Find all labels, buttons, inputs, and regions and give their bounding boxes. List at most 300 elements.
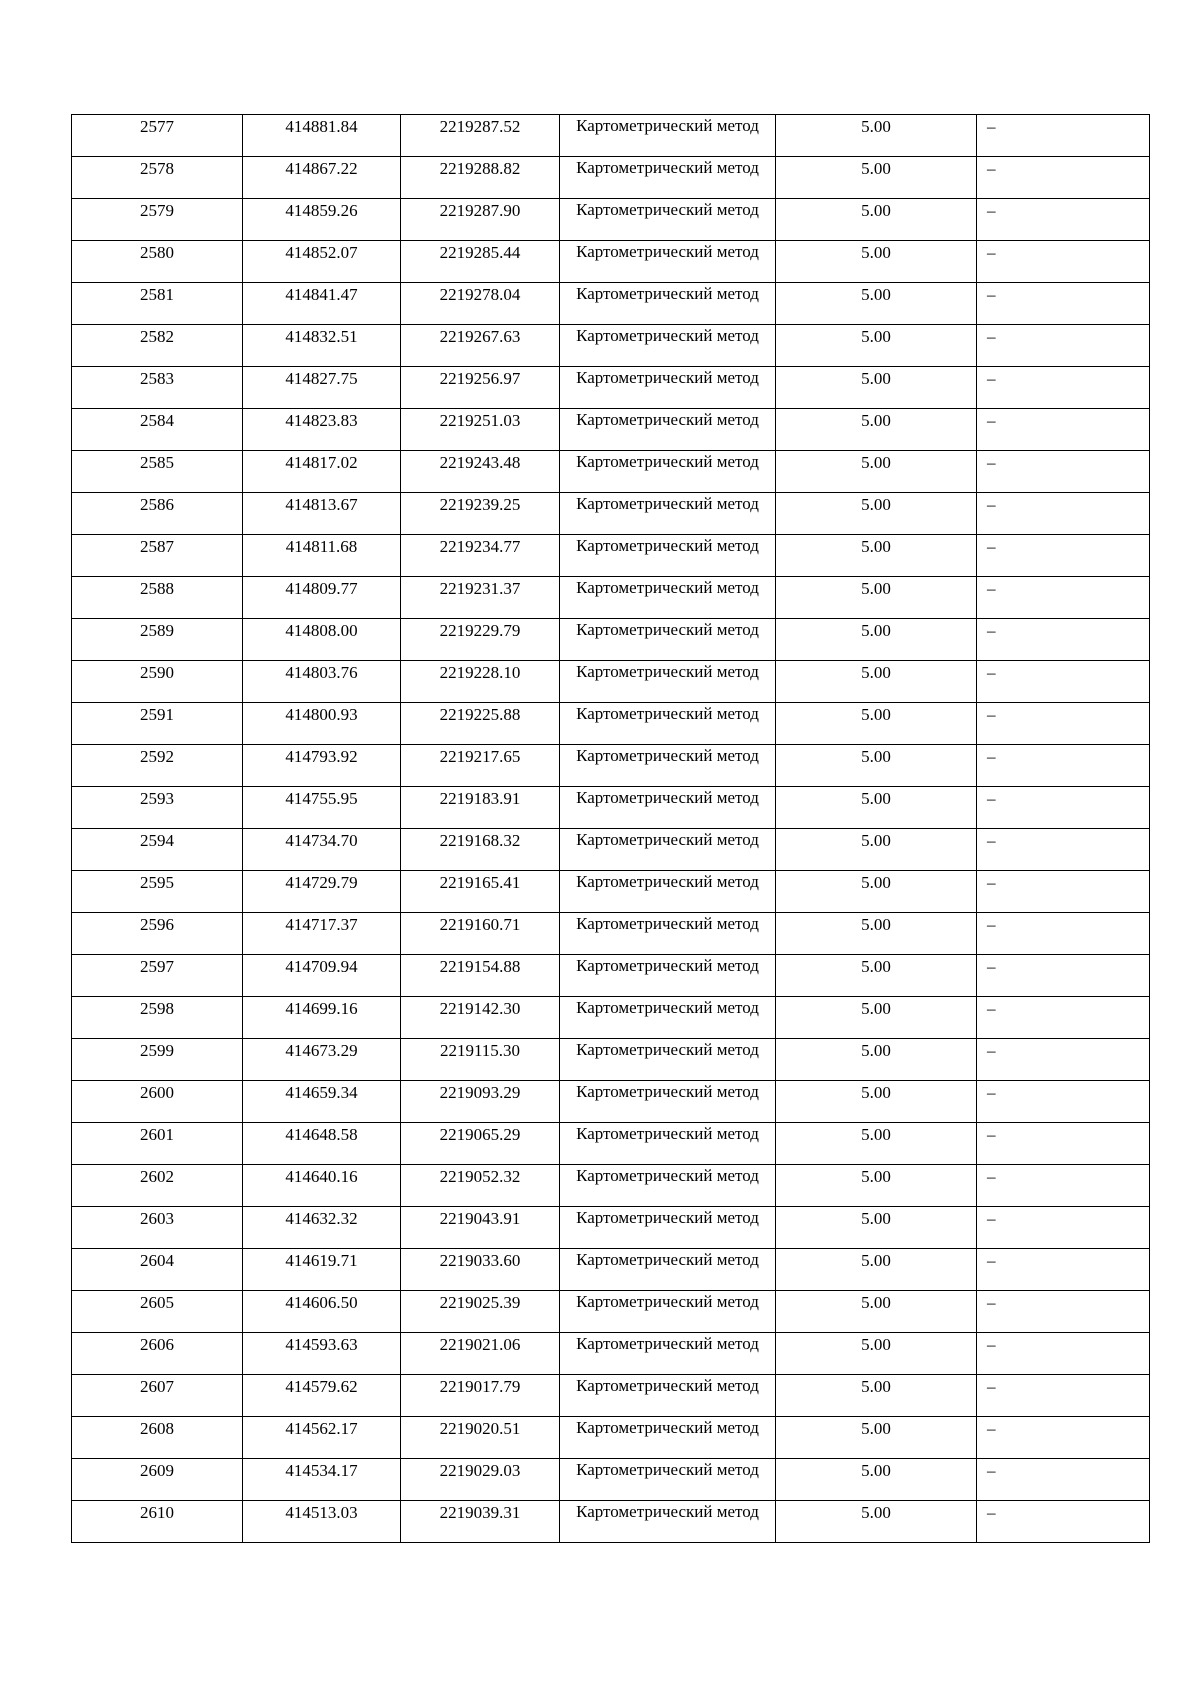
point-number-text: 2596 bbox=[140, 915, 174, 934]
accuracy-cell bbox=[776, 577, 977, 619]
method-text: Картометрический метод bbox=[576, 830, 759, 849]
method-cell bbox=[560, 1207, 776, 1249]
accuracy-cell bbox=[776, 157, 977, 199]
method-text: Картометрический метод bbox=[576, 200, 759, 219]
y-coordinate-text: 2219278.04 bbox=[439, 285, 521, 304]
x-coordinate-cell bbox=[243, 577, 401, 619]
y-coordinate-text: 2219225.88 bbox=[439, 705, 521, 724]
table-row bbox=[72, 1501, 1150, 1543]
table-row bbox=[72, 1249, 1150, 1291]
note-text: – bbox=[987, 159, 996, 178]
note-cell bbox=[977, 955, 1150, 997]
point-number-text: 2580 bbox=[140, 243, 174, 262]
point-number-cell bbox=[72, 871, 243, 913]
table-row bbox=[72, 115, 1150, 157]
y-coordinate-text: 2219052.32 bbox=[439, 1167, 521, 1186]
note-cell bbox=[977, 829, 1150, 871]
y-coordinate-cell bbox=[401, 241, 560, 283]
x-coordinate-text: 414513.03 bbox=[285, 1503, 358, 1522]
note-cell bbox=[977, 661, 1150, 703]
point-number-cell bbox=[72, 1123, 243, 1165]
point-number-cell bbox=[72, 955, 243, 997]
table-row bbox=[72, 829, 1150, 871]
y-coordinate-cell bbox=[401, 1039, 560, 1081]
note-text: – bbox=[987, 1419, 996, 1438]
note-text: – bbox=[987, 789, 996, 808]
x-coordinate-text: 414827.75 bbox=[285, 369, 358, 388]
accuracy-text: 5.00 bbox=[861, 789, 891, 808]
note-cell bbox=[977, 619, 1150, 661]
y-coordinate-cell bbox=[401, 1249, 560, 1291]
table-row bbox=[72, 535, 1150, 577]
point-number-cell bbox=[72, 829, 243, 871]
accuracy-text: 5.00 bbox=[861, 285, 891, 304]
note-cell bbox=[977, 283, 1150, 325]
table-row bbox=[72, 703, 1150, 745]
note-cell bbox=[977, 1291, 1150, 1333]
accuracy-text: 5.00 bbox=[861, 1293, 891, 1312]
point-number-text: 2597 bbox=[140, 957, 174, 976]
note-cell bbox=[977, 1459, 1150, 1501]
table-row bbox=[72, 661, 1150, 703]
x-coordinate-text: 414579.62 bbox=[285, 1377, 358, 1396]
x-coordinate-text: 414811.68 bbox=[285, 537, 358, 556]
y-coordinate-cell bbox=[401, 1375, 560, 1417]
y-coordinate-cell bbox=[401, 1333, 560, 1375]
method-text: Картометрический метод bbox=[576, 1124, 759, 1143]
table-row bbox=[72, 199, 1150, 241]
point-number-text: 2605 bbox=[140, 1293, 174, 1312]
method-cell bbox=[560, 1333, 776, 1375]
point-number-text: 2598 bbox=[140, 999, 174, 1018]
point-number-text: 2607 bbox=[140, 1377, 174, 1396]
note-cell bbox=[977, 409, 1150, 451]
note-text: – bbox=[987, 1461, 996, 1480]
accuracy-text: 5.00 bbox=[861, 1335, 891, 1354]
method-text: Картометрический метод bbox=[576, 1082, 759, 1101]
point-number-text: 2602 bbox=[140, 1167, 174, 1186]
accuracy-cell bbox=[776, 1123, 977, 1165]
x-coordinate-cell bbox=[243, 241, 401, 283]
x-coordinate-text: 414593.63 bbox=[285, 1335, 358, 1354]
note-cell bbox=[977, 1417, 1150, 1459]
accuracy-text: 5.00 bbox=[861, 1167, 891, 1186]
y-coordinate-cell bbox=[401, 703, 560, 745]
point-number-cell bbox=[72, 535, 243, 577]
method-cell bbox=[560, 1291, 776, 1333]
method-cell bbox=[560, 1375, 776, 1417]
x-coordinate-text: 414729.79 bbox=[285, 873, 358, 892]
point-number-cell bbox=[72, 577, 243, 619]
note-cell bbox=[977, 1375, 1150, 1417]
note-cell bbox=[977, 1123, 1150, 1165]
x-coordinate-cell bbox=[243, 871, 401, 913]
note-cell bbox=[977, 703, 1150, 745]
y-coordinate-text: 2219020.51 bbox=[439, 1419, 521, 1438]
note-text: – bbox=[987, 999, 996, 1018]
accuracy-cell bbox=[776, 913, 977, 955]
table-row bbox=[72, 493, 1150, 535]
x-coordinate-text: 414673.29 bbox=[285, 1041, 358, 1060]
accuracy-cell bbox=[776, 787, 977, 829]
accuracy-cell bbox=[776, 1249, 977, 1291]
point-number-text: 2590 bbox=[140, 663, 174, 682]
point-number-cell bbox=[72, 1039, 243, 1081]
note-text: – bbox=[987, 1503, 996, 1522]
point-number-cell bbox=[72, 1165, 243, 1207]
note-text: – bbox=[987, 1041, 996, 1060]
x-coordinate-cell bbox=[243, 409, 401, 451]
y-coordinate-cell bbox=[401, 913, 560, 955]
method-cell bbox=[560, 913, 776, 955]
accuracy-text: 5.00 bbox=[861, 411, 891, 430]
note-text: – bbox=[987, 327, 996, 346]
x-coordinate-text: 414817.02 bbox=[285, 453, 358, 472]
method-text: Картометрический метод bbox=[576, 1334, 759, 1353]
point-number-cell bbox=[72, 367, 243, 409]
note-cell bbox=[977, 1165, 1150, 1207]
x-coordinate-cell bbox=[243, 619, 401, 661]
point-number-cell bbox=[72, 283, 243, 325]
x-coordinate-text: 414648.58 bbox=[285, 1125, 358, 1144]
point-number-text: 2608 bbox=[140, 1419, 174, 1438]
table-row bbox=[72, 409, 1150, 451]
x-coordinate-text: 414632.32 bbox=[285, 1209, 358, 1228]
table-row bbox=[72, 1291, 1150, 1333]
point-number-text: 2595 bbox=[140, 873, 174, 892]
accuracy-cell bbox=[776, 115, 977, 157]
table-row bbox=[72, 787, 1150, 829]
accuracy-text: 5.00 bbox=[861, 1251, 891, 1270]
method-text: Картометрический метод bbox=[576, 452, 759, 471]
x-coordinate-text: 414640.16 bbox=[285, 1167, 358, 1186]
table-row bbox=[72, 1207, 1150, 1249]
note-text: – bbox=[987, 1167, 996, 1186]
x-coordinate-cell bbox=[243, 997, 401, 1039]
method-cell bbox=[560, 409, 776, 451]
x-coordinate-cell bbox=[243, 199, 401, 241]
point-number-text: 2588 bbox=[140, 579, 174, 598]
accuracy-cell bbox=[776, 1039, 977, 1081]
x-coordinate-text: 414793.92 bbox=[285, 747, 358, 766]
y-coordinate-text: 2219228.10 bbox=[439, 663, 521, 682]
y-coordinate-text: 2219183.91 bbox=[439, 789, 521, 808]
y-coordinate-cell bbox=[401, 661, 560, 703]
note-cell bbox=[977, 577, 1150, 619]
y-coordinate-text: 2219029.03 bbox=[439, 1461, 521, 1480]
note-cell bbox=[977, 241, 1150, 283]
method-text: Картометрический метод bbox=[576, 1460, 759, 1479]
accuracy-cell bbox=[776, 829, 977, 871]
method-cell bbox=[560, 157, 776, 199]
accuracy-cell bbox=[776, 535, 977, 577]
x-coordinate-cell bbox=[243, 493, 401, 535]
x-coordinate-text: 414813.67 bbox=[285, 495, 358, 514]
x-coordinate-cell bbox=[243, 661, 401, 703]
note-text: – bbox=[987, 1251, 996, 1270]
point-number-text: 2591 bbox=[140, 705, 174, 724]
x-coordinate-cell bbox=[243, 283, 401, 325]
method-text: Картометрический метод bbox=[576, 158, 759, 177]
y-coordinate-text: 2219021.06 bbox=[439, 1335, 521, 1354]
accuracy-cell bbox=[776, 199, 977, 241]
point-number-cell bbox=[72, 1417, 243, 1459]
accuracy-text: 5.00 bbox=[861, 915, 891, 934]
point-number-cell bbox=[72, 1501, 243, 1543]
method-text: Картометрический метод bbox=[576, 620, 759, 639]
x-coordinate-cell bbox=[243, 1081, 401, 1123]
x-coordinate-cell bbox=[243, 1417, 401, 1459]
note-text: – bbox=[987, 369, 996, 388]
y-coordinate-cell bbox=[401, 1081, 560, 1123]
accuracy-text: 5.00 bbox=[861, 243, 891, 262]
y-coordinate-cell bbox=[401, 787, 560, 829]
x-coordinate-text: 414709.94 bbox=[285, 957, 358, 976]
method-cell bbox=[560, 451, 776, 493]
method-text: Картометрический метод bbox=[576, 242, 759, 261]
point-number-text: 2606 bbox=[140, 1335, 174, 1354]
method-cell bbox=[560, 1039, 776, 1081]
method-cell bbox=[560, 871, 776, 913]
accuracy-text: 5.00 bbox=[861, 495, 891, 514]
x-coordinate-text: 414808.00 bbox=[285, 621, 358, 640]
point-number-text: 2577 bbox=[140, 117, 174, 136]
point-number-text: 2582 bbox=[140, 327, 174, 346]
point-number-cell bbox=[72, 1333, 243, 1375]
accuracy-text: 5.00 bbox=[861, 1083, 891, 1102]
table-row bbox=[72, 619, 1150, 661]
accuracy-cell bbox=[776, 283, 977, 325]
point-number-text: 2599 bbox=[140, 1041, 174, 1060]
note-text: – bbox=[987, 117, 996, 136]
note-cell bbox=[977, 493, 1150, 535]
note-cell bbox=[977, 1207, 1150, 1249]
method-text: Картометрический метод bbox=[576, 956, 759, 975]
note-cell bbox=[977, 535, 1150, 577]
point-number-cell bbox=[72, 745, 243, 787]
accuracy-cell bbox=[776, 1417, 977, 1459]
y-coordinate-text: 2219065.29 bbox=[439, 1125, 521, 1144]
point-number-cell bbox=[72, 913, 243, 955]
accuracy-text: 5.00 bbox=[861, 327, 891, 346]
y-coordinate-text: 2219288.82 bbox=[439, 159, 521, 178]
table-row bbox=[72, 913, 1150, 955]
method-cell bbox=[560, 325, 776, 367]
y-coordinate-cell bbox=[401, 157, 560, 199]
x-coordinate-cell bbox=[243, 1165, 401, 1207]
point-number-cell bbox=[72, 1291, 243, 1333]
table-row bbox=[72, 325, 1150, 367]
note-text: – bbox=[987, 579, 996, 598]
x-coordinate-text: 414699.16 bbox=[285, 999, 358, 1018]
note-text: – bbox=[987, 1209, 996, 1228]
y-coordinate-text: 2219229.79 bbox=[439, 621, 521, 640]
method-text: Картометрический метод bbox=[576, 1292, 759, 1311]
accuracy-cell bbox=[776, 661, 977, 703]
x-coordinate-text: 414562.17 bbox=[285, 1419, 358, 1438]
table-row bbox=[72, 1417, 1150, 1459]
y-coordinate-cell bbox=[401, 1207, 560, 1249]
y-coordinate-text: 2219115.30 bbox=[439, 1041, 521, 1060]
method-text: Картометрический метод bbox=[576, 914, 759, 933]
y-coordinate-text: 2219033.60 bbox=[439, 1251, 521, 1270]
x-coordinate-cell bbox=[243, 325, 401, 367]
point-number-text: 2585 bbox=[140, 453, 174, 472]
point-number-cell bbox=[72, 661, 243, 703]
x-coordinate-cell bbox=[243, 829, 401, 871]
y-coordinate-text: 2219142.30 bbox=[439, 999, 521, 1018]
point-number-text: 2589 bbox=[140, 621, 174, 640]
y-coordinate-text: 2219285.44 bbox=[439, 243, 521, 262]
y-coordinate-text: 2219025.39 bbox=[439, 1293, 521, 1312]
method-cell bbox=[560, 367, 776, 409]
point-number-text: 2578 bbox=[140, 159, 174, 178]
note-cell bbox=[977, 913, 1150, 955]
x-coordinate-text: 414717.37 bbox=[285, 915, 358, 934]
y-coordinate-cell bbox=[401, 955, 560, 997]
note-text: – bbox=[987, 1083, 996, 1102]
x-coordinate-cell bbox=[243, 1291, 401, 1333]
x-coordinate-text: 414859.26 bbox=[285, 201, 358, 220]
x-coordinate-text: 414832.51 bbox=[285, 327, 358, 346]
y-coordinate-cell bbox=[401, 535, 560, 577]
accuracy-text: 5.00 bbox=[861, 579, 891, 598]
note-text: – bbox=[987, 663, 996, 682]
x-coordinate-text: 414803.76 bbox=[285, 663, 358, 682]
method-cell bbox=[560, 577, 776, 619]
x-coordinate-cell bbox=[243, 1207, 401, 1249]
method-text: Картометрический метод bbox=[576, 662, 759, 681]
accuracy-cell bbox=[776, 997, 977, 1039]
method-cell bbox=[560, 787, 776, 829]
table-row bbox=[72, 577, 1150, 619]
y-coordinate-cell bbox=[401, 1291, 560, 1333]
x-coordinate-text: 414809.77 bbox=[285, 579, 358, 598]
y-coordinate-text: 2219287.52 bbox=[439, 117, 521, 136]
note-text: – bbox=[987, 1335, 996, 1354]
table-row bbox=[72, 997, 1150, 1039]
point-number-cell bbox=[72, 325, 243, 367]
point-number-cell bbox=[72, 1081, 243, 1123]
method-cell bbox=[560, 619, 776, 661]
note-cell bbox=[977, 325, 1150, 367]
point-number-text: 2609 bbox=[140, 1461, 174, 1480]
x-coordinate-text: 414867.22 bbox=[285, 159, 358, 178]
accuracy-cell bbox=[776, 409, 977, 451]
point-number-text: 2610 bbox=[140, 1503, 174, 1522]
y-coordinate-cell bbox=[401, 451, 560, 493]
note-text: – bbox=[987, 453, 996, 472]
accuracy-text: 5.00 bbox=[861, 705, 891, 724]
note-cell bbox=[977, 1039, 1150, 1081]
note-cell bbox=[977, 1501, 1150, 1543]
x-coordinate-text: 414852.07 bbox=[285, 243, 358, 262]
note-text: – bbox=[987, 1293, 996, 1312]
x-coordinate-text: 414606.50 bbox=[285, 1293, 358, 1312]
note-text: – bbox=[987, 411, 996, 430]
method-text: Картометрический метод bbox=[576, 368, 759, 387]
method-cell bbox=[560, 1417, 776, 1459]
accuracy-text: 5.00 bbox=[861, 453, 891, 472]
x-coordinate-cell bbox=[243, 703, 401, 745]
accuracy-text: 5.00 bbox=[861, 117, 891, 136]
x-coordinate-cell bbox=[243, 1123, 401, 1165]
note-cell bbox=[977, 745, 1150, 787]
point-number-cell bbox=[72, 703, 243, 745]
x-coordinate-cell bbox=[243, 1459, 401, 1501]
note-text: – bbox=[987, 243, 996, 262]
accuracy-cell bbox=[776, 871, 977, 913]
note-text: – bbox=[987, 495, 996, 514]
y-coordinate-text: 2219243.48 bbox=[439, 453, 521, 472]
x-coordinate-text: 414800.93 bbox=[285, 705, 358, 724]
accuracy-text: 5.00 bbox=[861, 1461, 891, 1480]
table-row bbox=[72, 1039, 1150, 1081]
point-number-cell bbox=[72, 619, 243, 661]
point-number-cell bbox=[72, 241, 243, 283]
point-number-cell bbox=[72, 451, 243, 493]
accuracy-text: 5.00 bbox=[861, 831, 891, 850]
method-text: Картометрический метод bbox=[576, 1208, 759, 1227]
point-number-cell bbox=[72, 997, 243, 1039]
method-cell bbox=[560, 997, 776, 1039]
x-coordinate-cell bbox=[243, 1501, 401, 1543]
note-cell bbox=[977, 451, 1150, 493]
accuracy-text: 5.00 bbox=[861, 159, 891, 178]
y-coordinate-cell bbox=[401, 829, 560, 871]
table-row bbox=[72, 1375, 1150, 1417]
point-number-cell bbox=[72, 787, 243, 829]
note-text: – bbox=[987, 705, 996, 724]
accuracy-text: 5.00 bbox=[861, 1419, 891, 1438]
method-text: Картометрический метод bbox=[576, 1166, 759, 1185]
method-text: Картометрический метод bbox=[576, 998, 759, 1017]
y-coordinate-cell bbox=[401, 871, 560, 913]
method-text: Картометрический метод bbox=[576, 872, 759, 891]
accuracy-cell bbox=[776, 367, 977, 409]
note-text: – bbox=[987, 747, 996, 766]
accuracy-text: 5.00 bbox=[861, 873, 891, 892]
x-coordinate-text: 414659.34 bbox=[285, 1083, 358, 1102]
y-coordinate-cell bbox=[401, 1417, 560, 1459]
accuracy-text: 5.00 bbox=[861, 1209, 891, 1228]
note-cell bbox=[977, 199, 1150, 241]
table-row bbox=[72, 1081, 1150, 1123]
y-coordinate-cell bbox=[401, 283, 560, 325]
table-row bbox=[72, 1333, 1150, 1375]
y-coordinate-cell bbox=[401, 1501, 560, 1543]
accuracy-text: 5.00 bbox=[861, 957, 891, 976]
y-coordinate-text: 2219217.65 bbox=[439, 747, 521, 766]
accuracy-cell bbox=[776, 451, 977, 493]
y-coordinate-text: 2219256.97 bbox=[439, 369, 521, 388]
y-coordinate-cell bbox=[401, 1123, 560, 1165]
point-number-cell bbox=[72, 1459, 243, 1501]
coordinates-table-body bbox=[72, 115, 1150, 1543]
note-cell bbox=[977, 157, 1150, 199]
y-coordinate-text: 2219160.71 bbox=[439, 915, 521, 934]
point-number-cell bbox=[72, 1207, 243, 1249]
note-text: – bbox=[987, 831, 996, 850]
accuracy-cell bbox=[776, 1291, 977, 1333]
method-text: Картометрический метод bbox=[576, 284, 759, 303]
x-coordinate-text: 414881.84 bbox=[285, 117, 358, 136]
accuracy-text: 5.00 bbox=[861, 663, 891, 682]
accuracy-text: 5.00 bbox=[861, 1125, 891, 1144]
note-cell bbox=[977, 367, 1150, 409]
method-text: Картометрический метод bbox=[576, 410, 759, 429]
y-coordinate-text: 2219267.63 bbox=[439, 327, 521, 346]
